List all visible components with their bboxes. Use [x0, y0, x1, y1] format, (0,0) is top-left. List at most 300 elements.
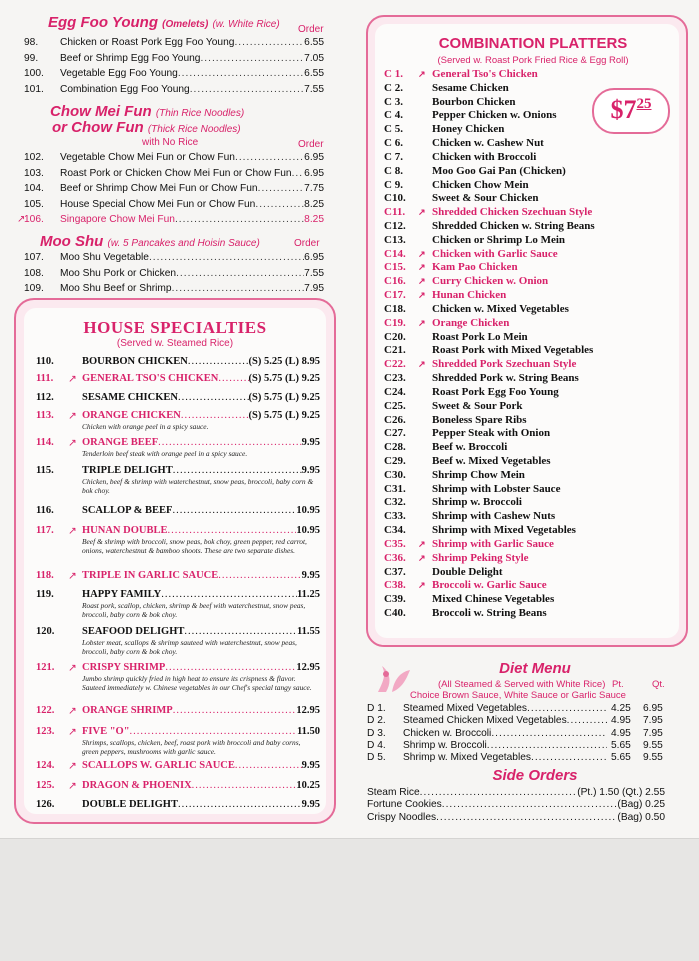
item-number: 102.	[24, 152, 44, 163]
item-price: 6.95	[304, 252, 324, 263]
combo-code: C 3.	[384, 95, 403, 108]
combo-name: Pepper Chicken w. Onions	[432, 109, 557, 122]
side-order-row[interactable]	[367, 812, 665, 824]
combo-name: Sweet & Sour Pork	[432, 399, 523, 412]
combo-code: C26.	[384, 413, 406, 426]
diet-row[interactable]	[367, 703, 667, 715]
diet-code: D 2.	[367, 715, 386, 727]
pint-price: 5.65	[611, 739, 631, 751]
item-description: Chicken with orange peel in a spicy sauce.	[82, 422, 209, 431]
combo-name: Honey Chicken	[432, 123, 505, 136]
combo-name: Shredded Pork w. String Beans	[432, 372, 579, 385]
item-price: 6.55	[304, 37, 324, 48]
combo-code: C23.	[384, 372, 406, 385]
item-number: 105.	[24, 198, 44, 210]
combo-code: C12.	[384, 220, 406, 233]
item-name: SCALLOP & BEEF	[82, 505, 173, 516]
item-name: DRAGON & PHOENIX	[82, 780, 192, 791]
combo-name: Chicken Chow Mein	[432, 178, 529, 191]
combo-name: Chicken w. Cashew Nut	[432, 137, 544, 150]
combo-code: C17.	[384, 289, 406, 302]
item-name-line	[82, 662, 320, 673]
marker-arrow-icon: ↗	[418, 290, 426, 301]
combo-name: Roast Pork Egg Foo Young	[432, 385, 559, 398]
combo-code: C27.	[384, 427, 406, 440]
house-specialties-box	[14, 298, 336, 824]
item-name-line	[60, 52, 324, 66]
item-price: 9.95	[301, 799, 320, 810]
item-name: FIVE "O"	[82, 726, 130, 737]
item-name-line	[82, 705, 320, 716]
marker-arrow-icon: ↗	[68, 663, 77, 674]
item-number: 98.	[24, 37, 39, 48]
combo-code: C 9.	[384, 178, 403, 191]
combo-code: C22.	[384, 358, 406, 371]
item-name-line	[60, 251, 324, 265]
item-number: 114.	[36, 437, 54, 448]
item-name: Vegetable Chow Mei Fun or Chow Fun	[60, 152, 235, 163]
item-number: 122.	[36, 705, 55, 716]
item-number: 124.	[36, 760, 55, 771]
menu-item-row[interactable]	[14, 213, 324, 227]
item-name-line	[82, 589, 320, 600]
item-name: Crispy Noodles	[367, 811, 437, 823]
item-name-line	[82, 525, 320, 536]
item-name: Beef or Shrimp Chow Mei Fun or Chow Fun	[60, 183, 258, 194]
item-price: (S) 5.25 (L) 8.95	[248, 356, 320, 367]
menu-item-row[interactable]	[14, 36, 324, 50]
item-number: 99.	[24, 52, 39, 64]
combo-name: Sesame Chicken	[432, 81, 509, 94]
item-name-line	[82, 570, 320, 581]
item-name-line	[82, 760, 320, 771]
item-price: 11.55	[296, 626, 320, 637]
side-order-row[interactable]	[367, 787, 665, 799]
item-name: Chicken or Roast Pork Egg Foo Young	[60, 37, 235, 48]
combination-platters-title: COMBINATION PLATTERS	[438, 35, 628, 52]
item-number: 119.	[36, 589, 54, 600]
combination-price-badge: $\$7^{25}$	[592, 88, 670, 134]
item-name: TRIPLE IN GARLIC SAUCE	[82, 570, 219, 581]
combo-code: C34.	[384, 524, 406, 537]
combo-name: Double Delight	[432, 565, 503, 578]
item-name-line	[82, 410, 320, 421]
item-description: Jumbo shrimp quickly fried in high heat to ensure its crispness & flavor. Sauteed immediately w. Chinese vegetables in our Chef's special tangy sauce.	[82, 674, 312, 692]
item-name-line	[82, 437, 320, 448]
combo-name: Chicken with Broccoli	[432, 150, 537, 163]
item-price: 7.95	[304, 283, 324, 294]
marker-arrow-icon: ↗	[418, 538, 426, 549]
side-order-row[interactable]	[367, 799, 665, 811]
combo-name: Kam Pao Chicken	[432, 261, 518, 274]
dot-leader	[178, 799, 302, 810]
dot-leader	[235, 151, 304, 165]
item-name-line	[403, 703, 607, 715]
dot-leader	[255, 198, 304, 212]
item-number: 112.	[36, 392, 54, 403]
item-price: 7.75	[304, 183, 324, 194]
combo-code: C40.	[384, 606, 406, 619]
combo-name: Shrimp with Mixed Vegetables	[432, 524, 576, 537]
item-name: ORANGE SHRIMP	[82, 705, 173, 716]
menu-item-row[interactable]	[14, 67, 324, 81]
item-name: Combination Egg Foo Young	[60, 83, 190, 95]
item-name-line	[403, 728, 607, 740]
combo-code: C29.	[384, 454, 406, 467]
quart-price: 9.55	[643, 752, 663, 764]
combo-code: C39.	[384, 593, 406, 606]
item-price: 11.25	[296, 589, 320, 600]
combo-name: Shrimp with Cashew Nuts	[432, 510, 556, 523]
item-price: 7.55	[304, 267, 324, 279]
combo-name: Shredded Chicken w. String Beans	[432, 220, 595, 233]
combo-code: C25.	[384, 399, 406, 412]
combo-name: Beef w. Broccoli	[432, 441, 508, 454]
chow-mei-fun-title: Chow Mei Fun (Thin Rice Noodles)	[50, 103, 245, 120]
item-number: 108.	[24, 267, 44, 279]
item-name: Steam Rice	[367, 787, 420, 798]
item-price: (S) 5.75 (L) 9.25	[248, 373, 320, 384]
menu-item-row[interactable]	[14, 267, 324, 281]
marker-arrow-icon: ↗	[418, 248, 426, 259]
combo-code: C28.	[384, 441, 406, 454]
item-number: 126.	[36, 799, 55, 810]
dot-leader	[161, 589, 297, 600]
item-name-line	[403, 715, 607, 727]
diet-row[interactable]	[367, 728, 667, 740]
quart-price: 7.95	[643, 727, 663, 739]
combo-code: C20.	[384, 330, 406, 343]
dot-leader	[184, 626, 297, 637]
pint-price: 4.95	[611, 715, 631, 727]
dot-leader	[167, 525, 296, 536]
diet-code: D 3.	[367, 727, 386, 739]
item-number: 117.	[36, 525, 54, 536]
dot-leader	[158, 437, 301, 448]
combo-code: C13.	[384, 233, 406, 246]
combo-name: Moo Goo Gai Pan (Chicken)	[432, 164, 566, 177]
item-number: 101.	[24, 83, 44, 95]
combo-name: Beef w. Mixed Vegetables	[432, 454, 551, 467]
item-name: Shrimp w. Mixed Vegetables	[403, 752, 531, 764]
item-name-line	[82, 799, 320, 810]
moo-shu-order-label: Order	[294, 238, 320, 249]
item-description: Roast pork, scallop, chicken, shrimp & beef with waterchestnut, snow peas, broccoli, baby corn & bok choy.	[82, 601, 306, 619]
item-name-line	[60, 182, 324, 196]
combo-name: Shrimp with Garlic Sauce	[432, 537, 554, 550]
item-name: HUNAN DOUBLE	[82, 525, 168, 536]
item-name: TRIPLE DELIGHT	[82, 465, 173, 476]
menu-item-row[interactable]	[14, 182, 324, 196]
item-name-line	[82, 726, 320, 737]
item-price: 10.95	[296, 505, 320, 516]
marker-arrow-icon: ↗	[418, 262, 426, 273]
item-number: 116.	[36, 505, 54, 516]
dot-leader	[527, 703, 607, 715]
item-description: Shrimps, scallops, chicken, beef, roast pork with broccoli and baby corns, green peppers, mushrooms with garlic sauce.	[82, 738, 301, 756]
item-name: CRISPY SHRIMP	[82, 662, 166, 673]
house-specialties-subtitle: (Served w. Steamed Rice)	[116, 338, 234, 349]
combo-code: C32.	[384, 496, 406, 509]
dot-leader	[172, 505, 296, 516]
menu-item-row[interactable]	[14, 282, 324, 296]
marker-arrow-icon: ↗	[418, 552, 426, 563]
combo-code: C37.	[384, 565, 406, 578]
combo-code: C35.	[384, 537, 406, 550]
item-price: 6.95	[304, 167, 324, 179]
item-description: Chicken, beef & shrimp with waterchestnut, snow peas, broccoli, baby corn & bok choy.	[82, 477, 314, 495]
item-number: 120.	[36, 626, 55, 637]
combo-name: Roast Pork Lo Mein	[432, 330, 528, 343]
item-number: 121.	[36, 662, 55, 673]
marker-arrow-icon: ↗	[418, 276, 426, 287]
combo-code: C15.	[384, 261, 406, 274]
item-number: 123.	[36, 726, 55, 737]
marker-arrow-icon: ↗	[68, 761, 77, 772]
item-price: 6.55	[304, 68, 324, 79]
item-name-line	[403, 752, 607, 764]
diet-menu-subtitle: (All Steamed & Served with White Rice)	[438, 679, 606, 690]
house-specialties-title: HOUSE SPECIALTIES	[83, 318, 267, 337]
item-description: Beef & shrimp with broccoli, snow peas, bok choy, green pepper, red carrot, onions, waterchestnut & bamboo shoots. These are two separate dishes.	[82, 537, 307, 555]
dot-leader	[442, 799, 618, 811]
combo-name: Orange Chicken	[432, 316, 510, 329]
marker-arrow-icon: ↗	[17, 214, 26, 225]
combo-code: C 5.	[384, 123, 403, 136]
item-price: (Bag) 0.25	[617, 799, 665, 811]
combo-name: Shredded Pork Szechuan Style	[432, 358, 577, 371]
combo-name: General Tso's Chicken	[432, 68, 538, 80]
marker-arrow-icon: ↗	[418, 317, 426, 328]
item-price: 9.95	[301, 760, 320, 771]
item-price: 7.05	[304, 52, 324, 64]
chow-mei-fun-note: with No Rice	[142, 137, 199, 148]
item-description: Lobster meat, scallops & shrimp sauteed with waterchestnut, snow peas, broccoli, baby corn & bok choy.	[82, 638, 297, 656]
egg-foo-young-order-label: Order	[298, 24, 324, 35]
pint-price: 4.95	[611, 727, 631, 739]
item-price: 9.95	[301, 465, 320, 476]
combo-code: C30.	[384, 468, 406, 481]
combo-code: C 8.	[384, 164, 403, 177]
pint-price: 5.65	[611, 752, 631, 764]
diet-qt-label: Qt.	[652, 679, 665, 690]
combo-name: Shrimp w. Broccoli	[432, 496, 522, 509]
combo-name: Chicken with Garlic Sauce	[432, 247, 558, 260]
diet-code: D 5.	[367, 752, 386, 764]
item-number: 111.	[36, 373, 54, 384]
item-name: HAPPY FAMILY	[82, 589, 162, 600]
marker-arrow-icon: ↗	[68, 374, 77, 385]
item-price: 12.95	[296, 705, 320, 716]
combo-code: C14.	[384, 247, 406, 260]
item-price: 10.95	[296, 525, 320, 536]
combo-code: C16.	[384, 275, 406, 288]
item-name: ORANGE BEEF	[82, 437, 159, 448]
item-name: BOURBON CHICKEN	[82, 356, 188, 367]
combo-name: Pepper Steak with Onion	[432, 427, 551, 440]
dot-leader	[192, 780, 297, 791]
item-name: Moo Shu Vegetable	[60, 252, 149, 263]
item-description: Tenderloin beef steak with orange peel in a spicy sauce.	[82, 449, 248, 458]
dot-leader	[235, 760, 302, 771]
dot-leader	[420, 787, 578, 799]
item-price: 11.50	[296, 726, 320, 737]
dot-leader	[172, 282, 305, 296]
item-name: Chicken w. Broccoli	[403, 727, 492, 739]
item-name-line	[60, 83, 324, 97]
combo-code: C36.	[384, 551, 406, 564]
diet-row[interactable]	[367, 752, 667, 764]
item-price: (S) 5.75 (L) 9.25	[248, 410, 320, 421]
combo-code: C33.	[384, 510, 406, 523]
menu-item-row[interactable]	[14, 251, 324, 265]
item-name: SESAME CHICKEN	[82, 392, 178, 403]
item-number: 109.	[24, 283, 44, 294]
item-name-line	[82, 373, 320, 384]
combo-code: C10.	[384, 192, 406, 205]
dot-leader	[190, 83, 304, 97]
marker-arrow-icon: ↗	[418, 580, 426, 591]
item-name-line	[60, 267, 324, 281]
item-name: Fortune Cookies	[367, 799, 442, 811]
dot-leader	[218, 570, 301, 581]
quart-price: 7.95	[643, 715, 663, 727]
marker-arrow-icon: ↗	[68, 781, 77, 792]
marker-arrow-icon: ↗	[418, 207, 426, 218]
diet-row[interactable]	[367, 715, 667, 727]
item-name-line	[82, 392, 320, 403]
item-price: 8.25	[304, 198, 324, 210]
item-number: 103.	[24, 167, 44, 179]
dot-leader	[178, 67, 304, 81]
item-name: Steamed Mixed Vegetables	[403, 703, 528, 714]
combination-platters-subtitle: (Served w. Roast Pork Fried Rice & Egg Roll)	[437, 55, 629, 66]
diet-code: D 4.	[367, 739, 386, 751]
item-name: Shrimp w. Broccoli	[403, 739, 487, 751]
page-background	[0, 838, 699, 961]
combo-name: Broccoli w. Garlic Sauce	[432, 579, 547, 592]
dot-leader	[200, 52, 304, 66]
menu-item-row[interactable]	[14, 151, 324, 165]
combo-name: Chicken or Shrimp Lo Mein	[432, 233, 566, 246]
chow-fun-title: or Chow Fun (Thick Rice Noodles)	[52, 119, 241, 136]
item-name-line	[60, 167, 324, 181]
item-price: 6.95	[304, 152, 324, 163]
item-number: 113.	[36, 410, 54, 421]
item-name-line	[60, 213, 324, 227]
marker-arrow-icon: ↗	[68, 438, 77, 449]
item-name: Moo Shu Beef or Shrimp	[60, 283, 172, 294]
marker-arrow-icon: ↗	[68, 706, 77, 717]
pint-price: 4.25	[611, 703, 631, 714]
item-name-line	[60, 151, 324, 165]
item-price: 8.25	[304, 214, 324, 225]
combo-name: Shredded Chicken Szechuan Style	[432, 206, 593, 219]
item-name: Roast Pork or Chicken Chow Mei Fun or Chow Fun	[60, 167, 292, 179]
item-name-line	[82, 780, 320, 791]
dot-leader	[178, 392, 249, 403]
dot-leader	[165, 662, 296, 673]
item-name: SCALLOPS W. GARLIC SAUCE	[82, 760, 235, 771]
diet-code: D 1.	[367, 703, 386, 714]
combo-name: Mixed Chinese Vegetables	[432, 593, 555, 606]
combo-code: C21.	[384, 344, 406, 357]
marker-arrow-icon: ↗	[68, 526, 77, 537]
marker-arrow-icon: ↗	[68, 411, 77, 422]
item-price: 7.55	[304, 83, 324, 95]
dot-leader	[176, 267, 304, 281]
menu-item-row[interactable]	[14, 52, 324, 66]
item-price: 9.95	[301, 437, 320, 448]
item-price: 10.25	[296, 780, 320, 791]
combo-code: C 6.	[384, 137, 403, 150]
item-name-line	[82, 356, 320, 367]
combo-name: Sweet & Sour Chicken	[432, 192, 539, 205]
marker-arrow-icon: ↗	[68, 571, 77, 582]
dot-leader	[130, 726, 297, 737]
item-name-line	[60, 67, 324, 81]
item-number: 125.	[36, 780, 55, 791]
item-number: 115.	[36, 465, 54, 476]
item-number: 104.	[24, 183, 44, 194]
item-name: ORANGE CHICKEN	[82, 410, 181, 421]
combo-code: C 1.	[384, 68, 403, 80]
dot-leader	[175, 213, 304, 227]
combo-code: C11.	[384, 206, 406, 219]
marker-arrow-icon: ↗	[418, 359, 426, 370]
item-price: (Pt.) 1.50 (Qt.) 2.55	[577, 787, 665, 798]
item-price: (Bag) 0.50	[617, 811, 665, 823]
dot-leader	[149, 251, 304, 265]
dot-leader	[491, 728, 607, 740]
combo-name: Bourbon Chicken	[432, 95, 516, 108]
side-orders-title: Side Orders	[492, 767, 578, 784]
combo-name: Shrimp Peking Style	[432, 551, 529, 564]
dot-leader	[567, 715, 607, 727]
menu-item-row[interactable]	[14, 198, 324, 212]
menu-item-row[interactable]	[14, 167, 324, 181]
dot-leader	[258, 182, 305, 196]
item-number: 106.	[24, 214, 44, 225]
combo-name: Shrimp Chow Mein	[432, 468, 525, 481]
item-number: 107.	[24, 252, 44, 263]
item-name: Moo Shu Pork or Chicken	[60, 267, 177, 279]
diet-pt-label: Pt.	[612, 679, 624, 690]
menu-item-row[interactable]	[14, 83, 324, 97]
combo-name: Curry Chicken w. Onion	[432, 275, 549, 288]
combo-code: C 4.	[384, 109, 403, 122]
item-name: GENERAL TSO'S CHICKEN	[82, 373, 219, 384]
diet-menu-title: Diet Menu	[499, 660, 571, 677]
item-name-line	[60, 198, 324, 212]
item-name: Singapore Chow Mei Fun	[60, 214, 175, 225]
combo-code: C38.	[384, 579, 406, 592]
marker-arrow-icon: ↗	[418, 69, 426, 79]
combo-name: Boneless Spare Ribs	[432, 413, 527, 426]
egg-foo-young-title: Egg Foo Young (Omelets) (w. White Rice)	[48, 14, 280, 31]
item-name: Beef or Shrimp Egg Foo Young	[60, 52, 201, 64]
dot-leader	[218, 373, 248, 384]
item-name: DOUBLE DELIGHT	[82, 799, 178, 810]
item-name: House Special Chow Mei Fun or Chow Fun	[60, 198, 256, 210]
diet-row[interactable]	[367, 740, 667, 752]
item-number: 100.	[24, 68, 44, 79]
marker-arrow-icon: ↗	[68, 727, 77, 738]
combo-name: Roast Pork with Mixed Vegetables	[432, 344, 594, 357]
item-name-line	[60, 282, 324, 296]
quart-price: 9.55	[643, 739, 663, 751]
item-name-line	[82, 505, 320, 516]
